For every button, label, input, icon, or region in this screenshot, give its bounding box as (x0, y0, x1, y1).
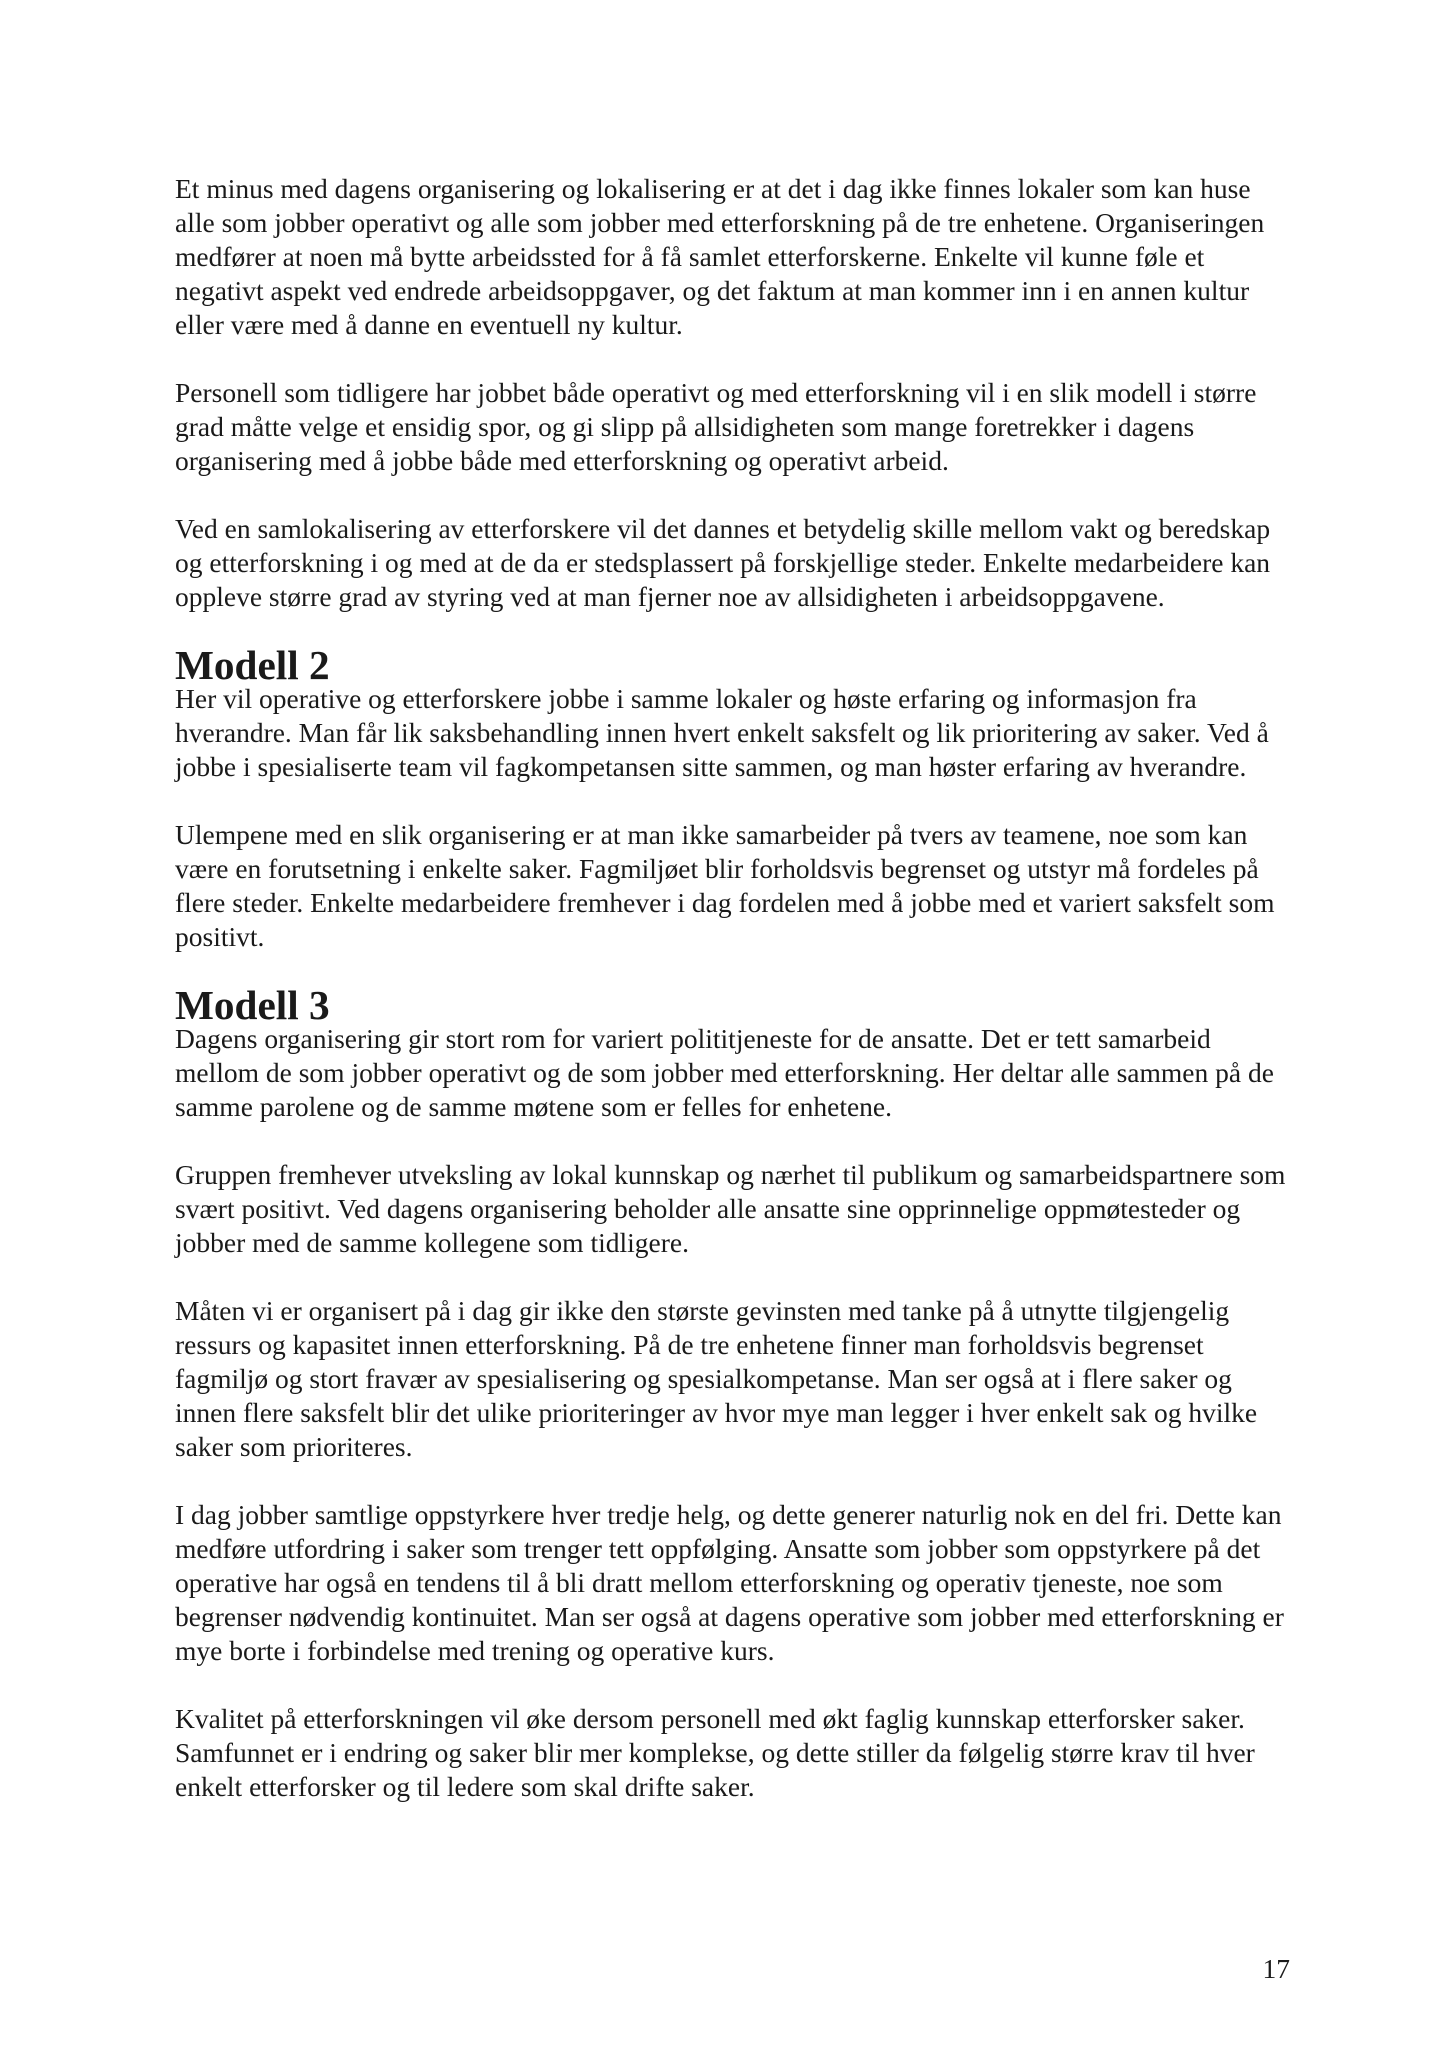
paragraph-intro-1: Et minus med dagens organisering og lokalisering er at det i dag ikke finnes lokaler som kan huse alle som jobber operativt og alle som jobber med etterforskning på de tre enhetene. Organiseringen medfører at noen må bytte arbeidssted for å få samlet etterforskerne. Enkelte vil kunne føle et negativt aspekt ved endrede arbeidsoppgaver, og det faktum at man kommer inn i en annen kultur eller være med å danne en eventuell ny kultur. (175, 173, 1265, 340)
paragraph-modell-3-3: Måten vi er organisert på i dag gir ikke den største gevinsten med tanke på å utnytte tilgjengelig ressurs og kapasitet innen etterforskning. På de tre enhetene finner man forholdsvis begrenset fagmiljø og stort fravær av spesialisering og spesialkompetanse. Man ser også at i flere saker og innen flere saksfelt blir det ulike prioriteringer av hvor mye man legger i hver enkelt sak og hvilke saker som prioriteres. (175, 1295, 1258, 1462)
paragraph-modell-3-4: I dag jobber samtlige oppstyrkere hver tredje helg, og dette generer naturlig nok en del fri. Dette kan medføre utfordring i saker som trenger tett oppfølging. Ansatte som jobber som oppstyrkere på det operative har også en tendens til å bli dratt mellom etterforskning og operativ tjeneste, noe som begrenser nødvendig kontinuitet. Man ser også at dagens operative som jobber med etterforskning er mye borte i forbindelse med trening og operative kurs. (175, 1499, 1284, 1666)
section-modell-3 (175, 982, 1295, 1804)
paragraph-modell-2-2: Ulempene med en slik organisering er at man ikke samarbeider på tvers av teamene, noe som kan være en forutsetning i enkelte saker. Fagmiljøet blir forholdsvis begrenset og utstyr må fordeles på flere steder. Enkelte medarbeidere fremhever i dag fordelen med å jobbe med et variert saksfelt som positivt. (175, 819, 1275, 952)
section-modell-2 (175, 642, 1295, 954)
paragraph-modell-3-2: Gruppen fremhever utveksling av lokal kunnskap og nærhet til publikum og samarbeidspartnere som svært positivt. Ved dagens organisering beholder alle ansatte sine opprinnelige oppmøtesteder og jobber med de samme kollegene som tidligere. (175, 1159, 1286, 1258)
section-heading-modell-3: Modell 3 (175, 982, 330, 1028)
paragraph-intro-2: Personell som tidligere har jobbet både operativt og med etterforskning vil i en slik modell i større grad måtte velge et ensidig spor, og gi slipp på allsidigheten som mange foretrekker i dagens organisering med å jobbe både med etterforskning og operativt arbeid. (175, 377, 1257, 476)
paragraph-intro-3: Ved en samlokalisering av etterforskere vil det dannes et betydelig skille mellom vakt og beredskap og etterforskning i og med at de da er stedsplassert på forskjellige steder. Enkelte medarbeidere kan oppleve større grad av styring ved at man fjerner noe av allsidigheten i arbeidsoppgavene. (175, 513, 1271, 612)
paragraph-modell-3-1: Dagens organisering gir stort rom for variert polititjeneste for de ansatte. Det er tett samarbeid mellom de som jobber operativt og de som jobber med etterforskning. Her deltar alle sammen på de samme parolene og de samme møtene som er felles for enhetene. (175, 1023, 1274, 1122)
page-number: 17 (1262, 1953, 1290, 1984)
paragraph-modell-2-1: Her vil operative og etterforskere jobbe i samme lokaler og høste erfaring og informasjon fra hverandre. Man får lik saksbehandling innen hvert enkelt saksfelt og lik prioritering av saker. Ved å jobbe i spesialiserte team vil fagkompetansen sitte sammen, og man høster erfaring av hverandre. (175, 683, 1269, 782)
paragraph-modell-3-5: Kvalitet på etterforskningen vil øke dersom personell med økt faglig kunnskap etterforsker saker. Samfunnet er i endring og saker blir mer komplekse, og dette stiller da følgelig større krav til hver enkelt etterforsker og til ledere som skal drifte saker. (175, 1703, 1255, 1802)
section-heading-modell-2: Modell 2 (175, 642, 330, 688)
page-body (175, 172, 1295, 1838)
